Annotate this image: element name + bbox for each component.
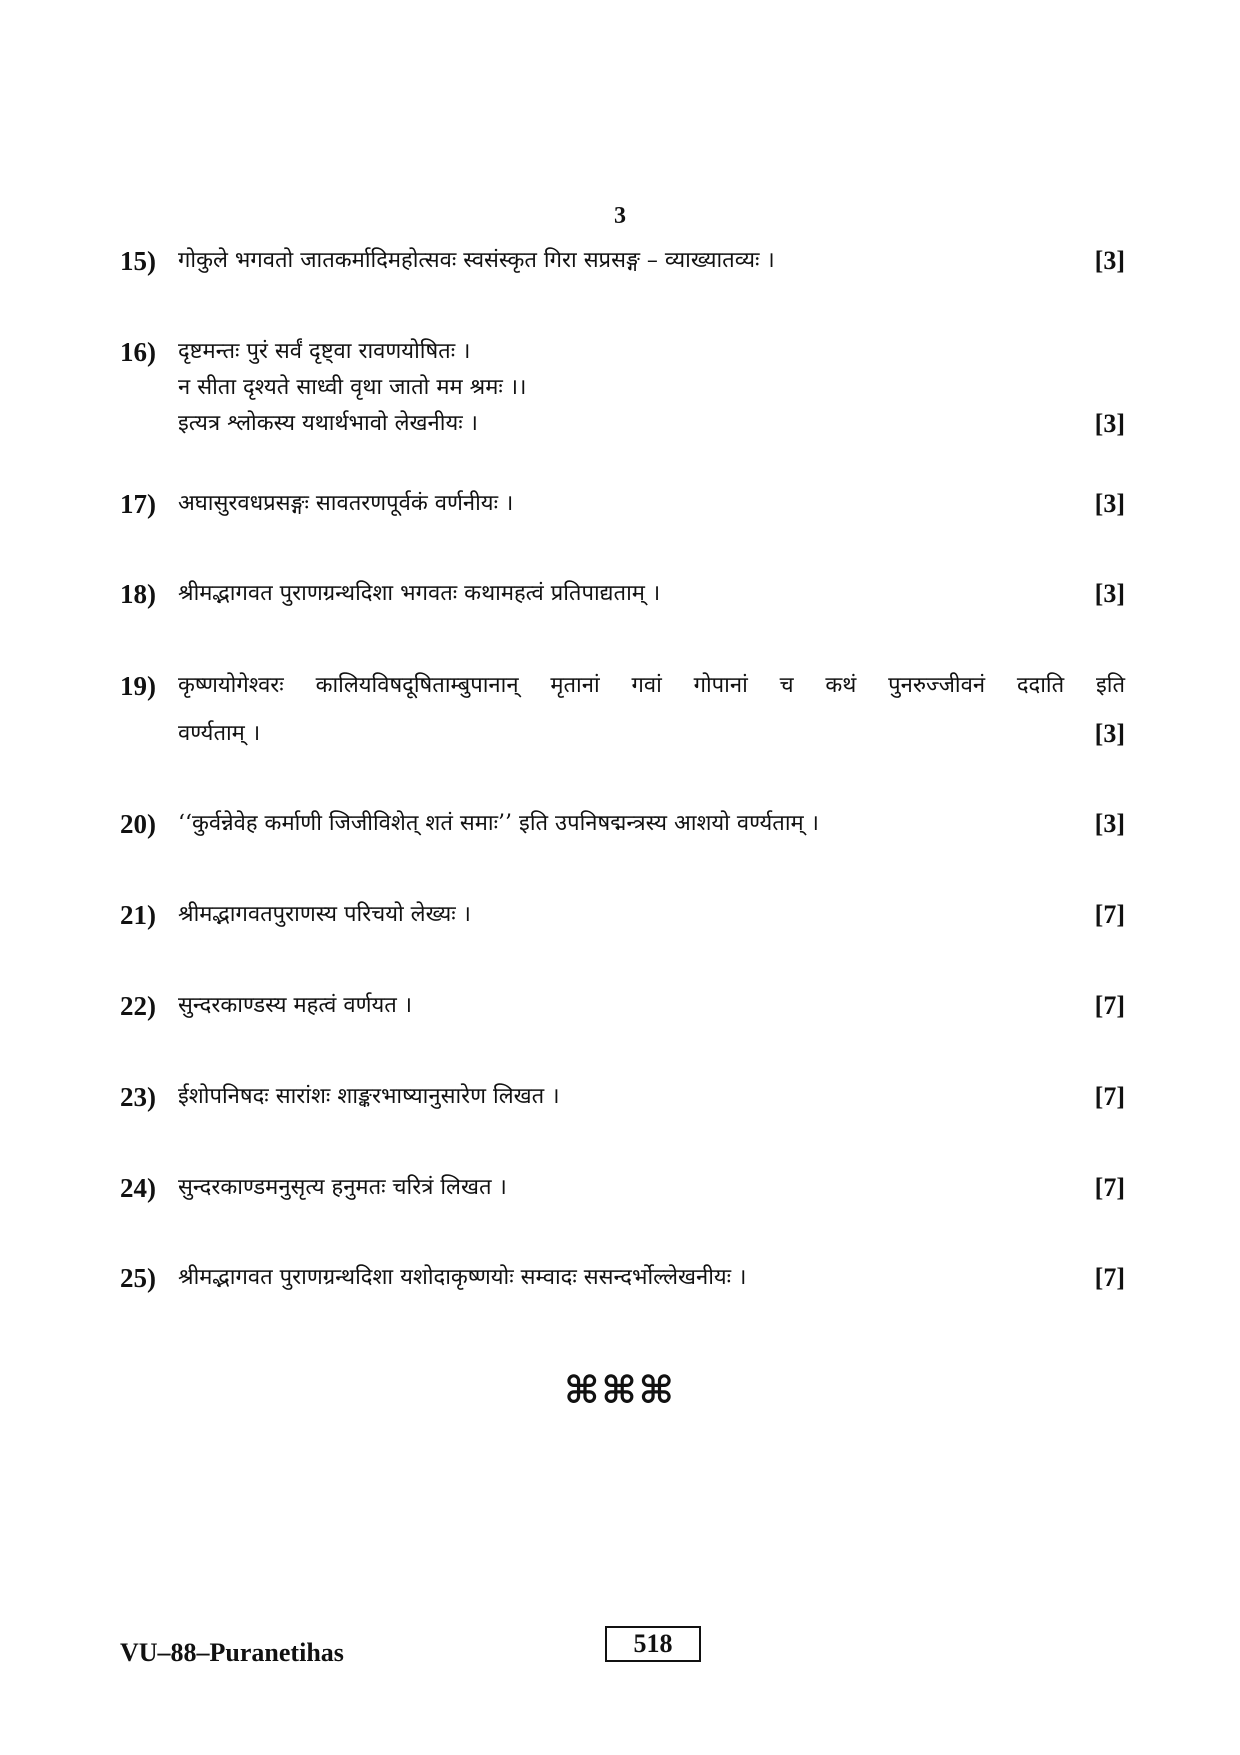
page-number: 3	[614, 203, 626, 229]
question-24	[120, 1170, 1125, 1206]
question-16	[120, 334, 1125, 442]
question-text: दृष्टमन्तः पुरं सर्वं दृष्ट्वा रावणयोषितः ।	[178, 339, 471, 364]
question-text: अघासुरवधप्रसङ्गः सावतरणपूर्वकं वर्णनीयः ।	[178, 491, 514, 516]
question-marks: [3]	[1094, 809, 1125, 838]
question-17	[120, 486, 1125, 522]
question-marks: [3]	[1094, 246, 1125, 275]
question-marks: [7]	[1094, 991, 1125, 1020]
question-marks: [3]	[1094, 409, 1125, 438]
question-marks: [7]	[1094, 1082, 1125, 1111]
question-text: श्रीमद्भागवत पुराणग्रन्थदिशा भगवतः कथामहत्वं प्रतिपाद्यताम् ।	[178, 581, 661, 606]
question-text: ईशोपनिषदः सारांशः शाङ्करभाष्यानुसारेण लिखत ।	[178, 1084, 560, 1109]
question-number: 23)	[120, 1082, 156, 1112]
question-marks: [7]	[1094, 1263, 1125, 1292]
question-text: गोकुले भगवतो जातकर्मादिमहोत्सवः स्वसंस्कृत गिरा सप्रसङ्ग – व्याख्यातव्यः ।	[178, 248, 775, 273]
question-20	[120, 806, 1125, 842]
question-number: 18)	[120, 579, 156, 609]
question-text: ‘‘कुर्वन्नेवेह कर्माणी जिजीविशेत् शतं समाः’’ इति उपनिषद्मन्त्रस्य आशयो वर्ण्यताम् ।	[178, 811, 820, 836]
question-marks: [3]	[1094, 489, 1125, 518]
question-18	[120, 576, 1125, 612]
question-25	[120, 1260, 1125, 1296]
question-21	[120, 897, 1125, 933]
question-text: वर्ण्यताम् ।	[178, 721, 261, 746]
question-marks: [7]	[1094, 900, 1125, 929]
page-box-number: 518	[605, 1626, 701, 1662]
paper-code: VU–88–Puranetihas	[120, 1638, 344, 1667]
question-text: न सीता दृश्यते साध्वी वृथा जातो मम श्रमः ।।	[178, 375, 527, 400]
question-text: इत्यत्र श्लोकस्य यथार्थभावो लेखनीयः ।	[178, 411, 478, 436]
question-number: 25)	[120, 1263, 156, 1293]
question-number: 16)	[120, 337, 156, 367]
question-text: श्रीमद्भागवत पुराणग्रन्थदिशा यशोदाकृष्णयोः सम्वादः ससन्दर्भोल्लेखनीयः ।	[178, 1265, 747, 1290]
question-text: कृष्णयोगेश्वरः कालियविषदूषिताम्बुपानान् मृतानां गवां गोपानां च कथं पुनरुज्जीवनं ददाति इति	[178, 673, 1125, 698]
question-number: 22)	[120, 991, 156, 1021]
question-number: 15)	[120, 246, 156, 276]
question-text: सुन्दरकाण्डमनुसृत्य हनुमतः चरित्रं लिखत ।	[178, 1175, 507, 1200]
end-separator: ⌘⌘⌘	[564, 1368, 676, 1412]
question-number: 19)	[120, 671, 156, 701]
question-15	[120, 243, 1125, 279]
question-number: 17)	[120, 489, 156, 519]
question-text: श्रीमद्भागवतपुराणस्य परिचयो लेख्यः ।	[178, 902, 471, 927]
question-22	[120, 988, 1125, 1024]
question-marks: [3]	[1094, 719, 1125, 748]
question-marks: [3]	[1094, 579, 1125, 608]
question-number: 24)	[120, 1173, 156, 1203]
question-19	[120, 668, 1125, 752]
question-number: 21)	[120, 900, 156, 930]
question-text: सुन्दरकाण्डस्य महत्वं वर्णयत ।	[178, 993, 413, 1018]
question-marks: [7]	[1094, 1173, 1125, 1202]
question-number: 20)	[120, 809, 156, 839]
question-23	[120, 1079, 1125, 1115]
